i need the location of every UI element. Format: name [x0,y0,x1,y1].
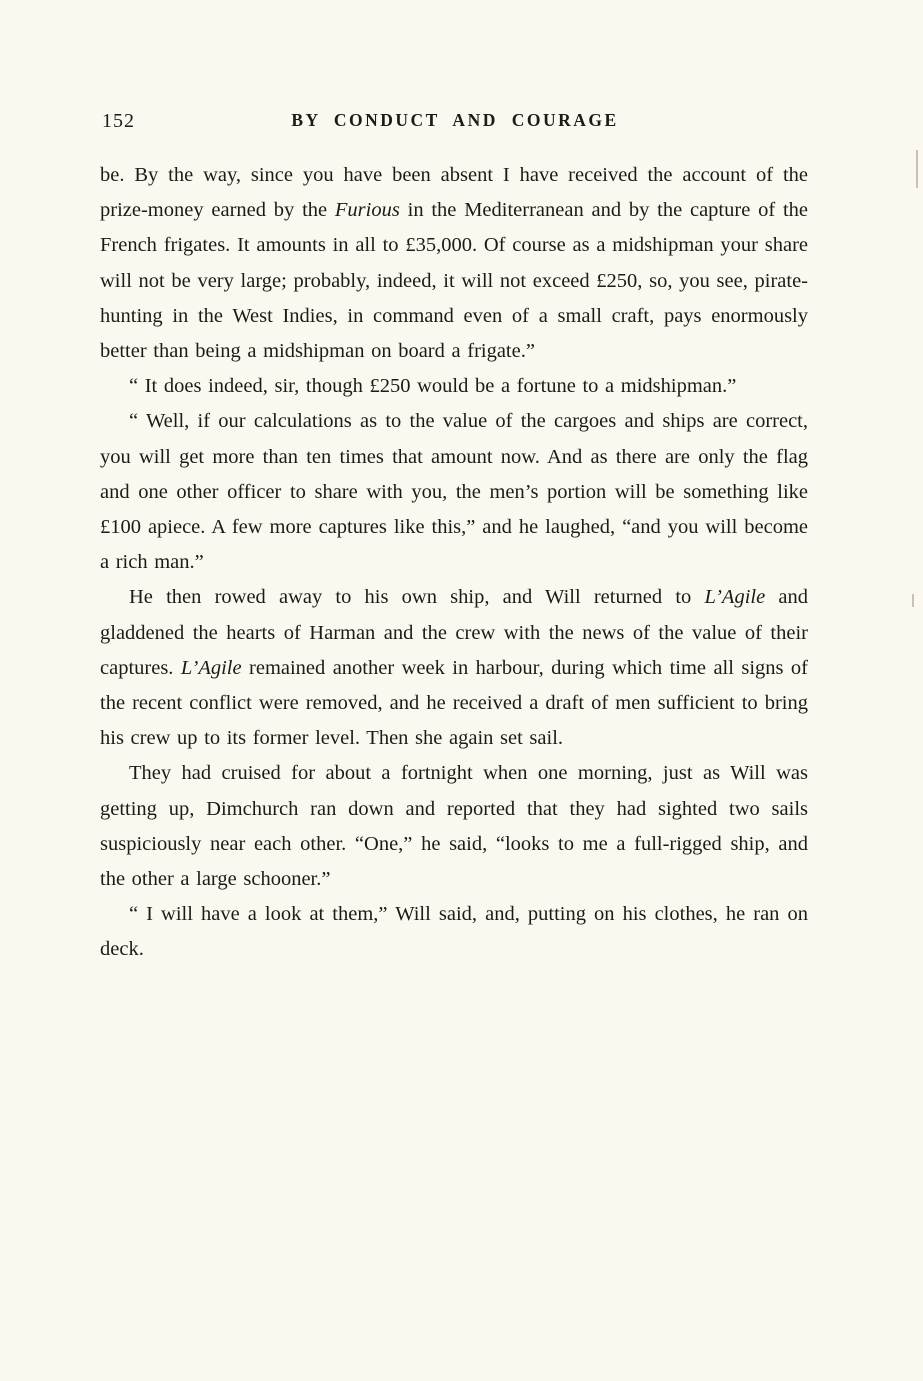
text-run: in the Mediterranean and by the capture of the French frigates. It amounts in all to £35,000. Of course as a midshipman your share will not be very large; probably, indeed, it will not exceed £250, so, you see, pirate-hunting in the West Indies, in command even of a small craft, pays enormously better than being a midshipman on board a frigate.” [100,199,808,363]
text-run: and gladdened the hearts of Harman and the crew with the news of the value of their captures. [100,586,808,679]
text-body [100,158,808,968]
paragraph [100,580,808,756]
page-header [100,110,810,138]
italic-text-run: Furious [334,199,400,222]
text-run: “ It does indeed, sir, though £250 would be a fortune to a midshipman.” [129,375,737,398]
italic-text-run: L’Agile [180,656,242,679]
scan-artifact [916,150,918,188]
text-run: remained another week in harbour, during which time all signs of the recent conflict were removed, and he received a draft of men sufficient to bring his crew up to its former level. Then she again set sail. [100,656,809,750]
text-run: He then rowed away to his own ship, and Will returned to [129,586,705,609]
page-number: 152 [102,110,135,132]
paragraph [100,158,808,369]
text-run: They had cruised for about a fortnight when one morning, just as Will was getting up, Dimchurch ran down and reported that they had sighted two sails suspiciously near each other. “One,” he said, “looks to me a full-rigged ship, and the other a large schooner.” [100,762,808,891]
italic-text-run: L’Agile [704,586,766,609]
running-head: BY CONDUCT AND COURAGE [291,110,619,130]
paragraph [100,897,808,967]
paragraph [100,369,808,404]
text-run: “ Well, if our calculations as to the value of the cargoes and ships are correct, you will get more than ten times that amount now. And as there are only the flag and one other officer to share with you, the men’s portion will be something like £100 apiece. A few more captures like this,” and he laughed, “and you will become a rich man.” [100,410,808,574]
text-run: “ I will have a look at them,” Will said, and, putting on his clothes, he ran on deck. [100,903,808,961]
text-run: be. By the way, since you have been absent I have received the account of the prize-money earned by the [100,164,808,222]
paragraph [100,756,808,897]
paragraph [100,404,808,580]
scan-artifact [912,594,914,607]
